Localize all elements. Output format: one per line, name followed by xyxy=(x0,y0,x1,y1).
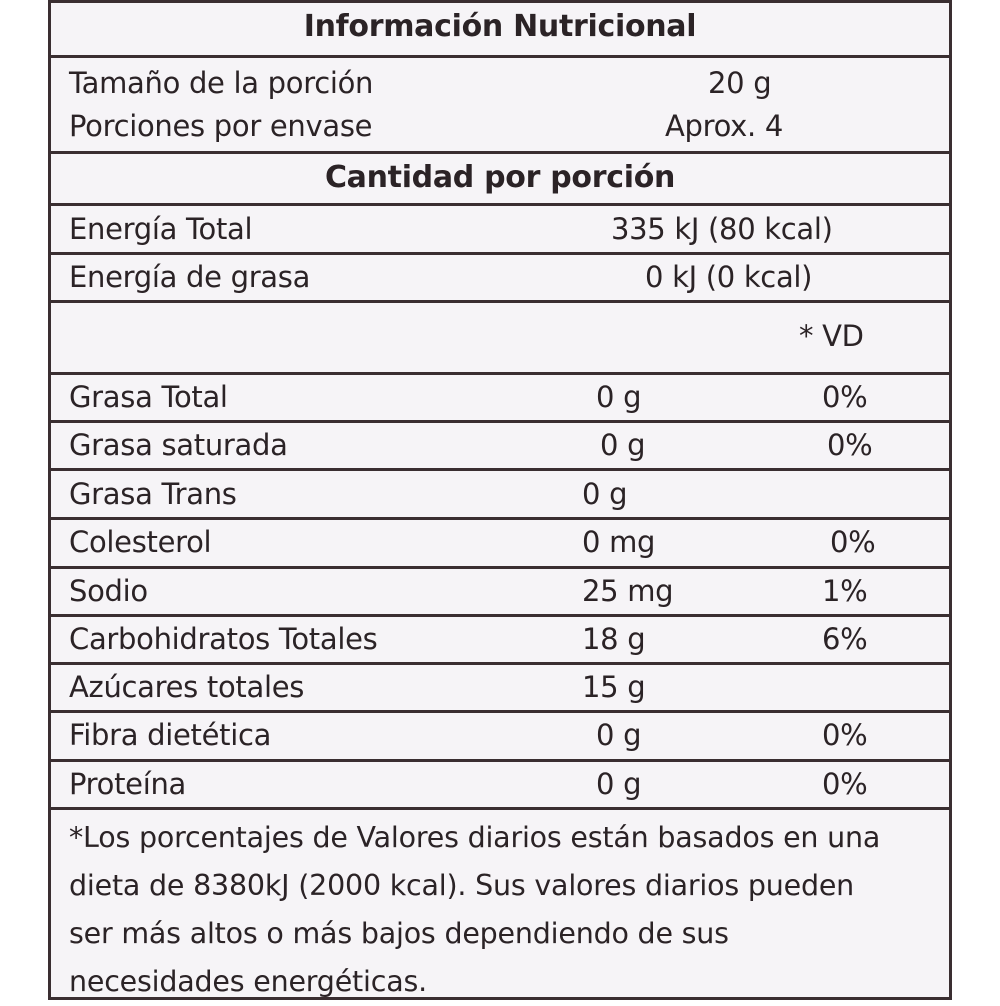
nutrient-label: Grasa saturada xyxy=(69,428,288,462)
nutrient-amount: 0 mg xyxy=(582,525,656,559)
nutrient-label: Grasa Total xyxy=(69,380,228,414)
nutrient-daily-value: 1% xyxy=(822,574,868,608)
serving-size-label: Tamaño de la porción xyxy=(69,66,374,100)
nutrient-amount: 0 g xyxy=(596,767,642,801)
nutrient-label: Carbohidratos Totales xyxy=(69,622,378,656)
nutrient-amount: 0 g xyxy=(596,718,642,752)
nutrient-label: Colesterol xyxy=(69,525,212,559)
nutrient-daily-value: 0% xyxy=(822,767,868,801)
nutrient-amount: 0 g xyxy=(582,477,628,511)
daily-value-footnote xyxy=(69,814,949,1006)
nutrition-facts-label xyxy=(48,0,952,1000)
nutrient-label: Fibra dietética xyxy=(69,718,272,752)
rule-row xyxy=(51,517,949,520)
rule-row xyxy=(51,372,949,375)
amount-per-serving-header: Cantidad por porción xyxy=(324,160,676,195)
servings-per-container-value: Aprox. 4 xyxy=(665,109,784,143)
nutrient-label: Proteína xyxy=(69,767,187,801)
rule-top xyxy=(51,0,949,3)
nutrient-daily-value: 6% xyxy=(822,622,868,656)
label-title: Información Nutricional xyxy=(303,9,697,44)
nutrient-daily-value: 0% xyxy=(830,525,876,559)
rule-row xyxy=(51,420,949,423)
nutrient-daily-value: 0% xyxy=(822,380,868,414)
rule-row xyxy=(51,710,949,713)
energy-total-label: Energía Total xyxy=(69,212,253,246)
energy-total-value: 335 kJ (80 kcal) xyxy=(611,212,833,246)
nutrient-amount: 15 g xyxy=(582,670,646,704)
rule-row xyxy=(51,759,949,762)
nutrient-amount: 18 g xyxy=(582,622,646,656)
daily-value-header: * VD xyxy=(799,319,864,353)
rule-after-amount-header xyxy=(51,203,949,206)
rule-row xyxy=(51,662,949,665)
rule-after-title xyxy=(51,55,949,58)
rule-row xyxy=(51,566,949,569)
footnote-line: necesidades energéticas. xyxy=(69,965,427,998)
rule-row xyxy=(51,252,949,255)
nutrient-label: Sodio xyxy=(69,574,148,608)
nutrient-daily-value: 0% xyxy=(827,428,873,462)
rule-row xyxy=(51,614,949,617)
footnote-line: dieta de 8380kJ (2000 kcal). Sus valores diarios pueden xyxy=(69,869,855,902)
footnote-line: *Los porcentajes de Valores diarios están basados en una xyxy=(69,821,881,854)
energy-from-fat-label: Energía de grasa xyxy=(69,260,311,294)
rule-before-footnote xyxy=(51,807,949,810)
rule-after-serving xyxy=(51,151,949,154)
nutrient-daily-value: 0% xyxy=(822,718,868,752)
rule-row xyxy=(51,300,949,303)
footnote-line: ser más altos o más bajos dependiendo de sus xyxy=(69,917,729,950)
energy-from-fat-value: 0 kJ (0 kcal) xyxy=(645,260,813,294)
rule-row xyxy=(51,468,949,471)
nutrient-label: Azúcares totales xyxy=(69,670,305,704)
nutrient-amount: 0 g xyxy=(596,380,642,414)
nutrient-amount: 0 g xyxy=(600,428,646,462)
serving-size-value: 20 g xyxy=(708,66,772,100)
servings-per-container-label: Porciones por envase xyxy=(69,109,373,143)
nutrient-amount: 25 mg xyxy=(582,574,674,608)
nutrient-label: Grasa Trans xyxy=(69,477,237,511)
